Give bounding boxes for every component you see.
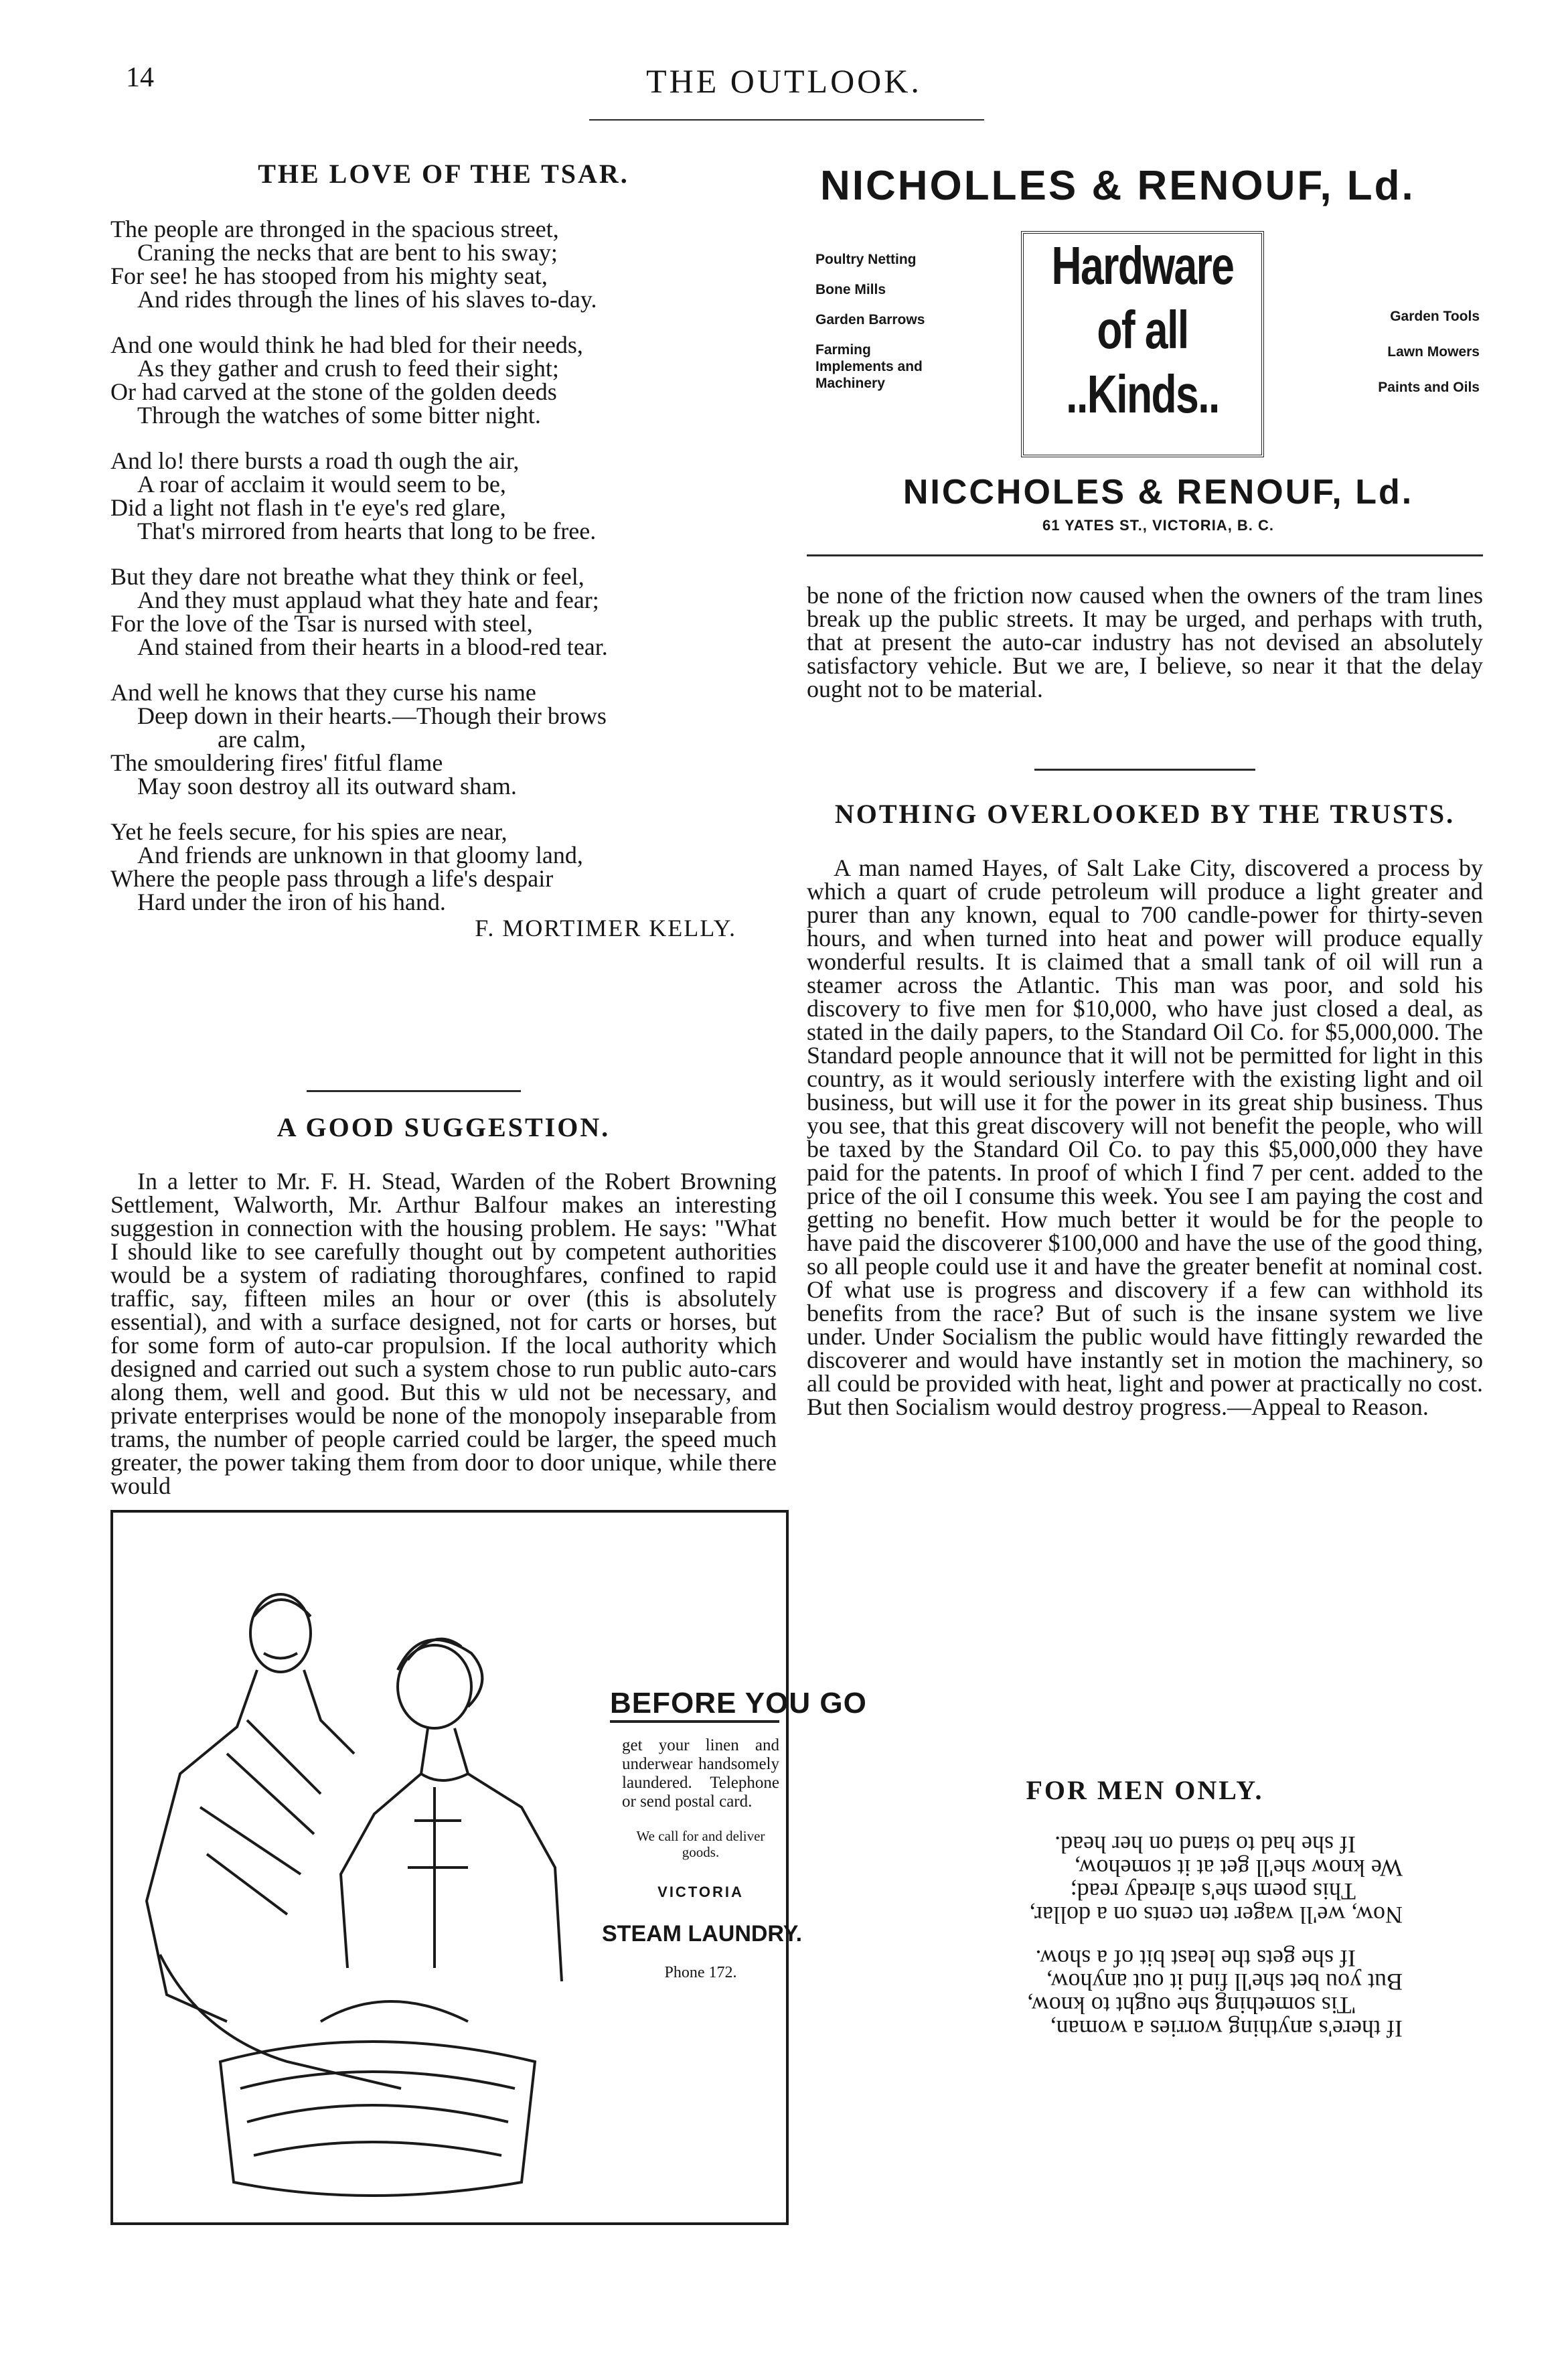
nicholles-ad-address: 61 YATES ST., VICTORIA, B. C. (1042, 517, 1275, 534)
men-only-section (807, 1774, 1483, 2040)
men-only-title: FOR MEN ONLY. (1026, 1775, 1264, 1805)
poem-stanza-2 (110, 333, 777, 427)
poem-line: The smouldering fires' fitful flame (110, 749, 443, 776)
trusts-text: A man named Hayes, of Salt Lake City, discovered a process by which a quart of crude petroleum will produce a light greater and purer than any known, equal to 700 candle-power for thirty-seven hours, and when turned into heat and power will produce equally wonderful results. It is claimed that a small tank of oil will run a steamer across the Atlantic. This man was poor, and sold his discovery to five men for $10,000, who have just closed a deal, as stated in the daily papers, to the Standard Oil Co. for $5,000,000. The Standard people announce that it will not be permitted for light in this country, as it would seriously interfere with the existing light and oil business, but will use it for the power in its great ship business. Thus you see, that this great discovery will not benefit the people, who will be taxed by the Standard Oil Co. to pay this $5,000,000 they have paid for the patents. In proof of which I find 7 per cent. added to the price of the oil I consume this week. You see I am paying the cost and getting no benefit. How much better it would be for the people to have paid the discoverer $100,000 and have the use of the good thing, so all people could use it and have the greater benefit at nominal cost. Of what use is progress and discovery if a few can withhold its benefits from the race? But of such is the insane system we live under. Under Socialism the public would have fittingly rewarded the discoverer and would have instantly set in motion the machinery, so all could be provided with heat, light and power at practically no cost. But then Socialism would destroy progress.—Appeal to Reason. (807, 854, 1483, 1420)
poem-line: are calm, (218, 726, 306, 753)
section-rule (307, 1090, 521, 1092)
verse-line: 'Tis something she ought to know, (1027, 1992, 1356, 2019)
poem-line: Or had carved at the stone of the golden deeds (110, 378, 557, 405)
poem-line: Hard under the iron of his hand. (137, 889, 446, 915)
poem-line: And friends are unknown in that gloomy land, (137, 842, 583, 868)
poem-line: The people are thronged in the spacious street, (110, 216, 559, 242)
poem-line: And rides through the lines of his slaves to-day. (137, 286, 597, 313)
suggestion-continuation (807, 584, 1483, 701)
poem-line: For see! he has stooped from his mighty seat, (110, 262, 548, 289)
nicholles-ad-title: NICHOLLES & RENOUF, Ld. (820, 163, 1415, 209)
poem-line: A roar of acclaim it would seem to be, (137, 471, 506, 498)
verse-line: We know she'll get at it somehow, (1074, 1855, 1403, 1882)
poem-stanza-1 (110, 218, 777, 311)
nicholles-right-list (1326, 308, 1480, 414)
poem-line: And lo! there bursts a road th ough the air, (110, 447, 520, 474)
laundry-phone: Phone 172. (664, 1964, 737, 1981)
poem-author: F. MORTIMER KELLY. (475, 915, 736, 941)
poem-line: Yet he feels secure, for his spies are near, (110, 818, 507, 845)
upside-down-verse (807, 1833, 1483, 2040)
poem-title: THE LOVE OF THE TSAR. (258, 159, 629, 189)
hardware-line: Hardware (1051, 236, 1234, 295)
poem-line: And they must applaud what they hate and fear; (137, 587, 599, 613)
laundry-copy (602, 1687, 867, 1982)
suggestion-section (110, 1112, 777, 1498)
laundry-headline: BEFORE YOU GO (610, 1687, 779, 1723)
page-number: 14 (126, 62, 154, 93)
running-head: THE OUTLOOK. (646, 62, 922, 100)
section-rule (1034, 769, 1255, 771)
nicholles-left-list (815, 251, 976, 405)
poem-stanza-3 (110, 449, 777, 543)
suggestion-text: In a letter to Mr. F. H. Stead, Warden of the Robert Browning Settlement, Walworth, Mr. Arthur Balfour makes an interesting suggestion in connection with the housing problem. He says: "What I should like to see carefully thought out by competent authorities would be a system of radiating thoroughfares, confined to rapid traffic, say, fifteen miles an hour or over (this is absolutely essential), and with a surface designed, not for carts or horses, but for some form of auto-car propulsion. If the local authority which designed and carried out such a system chose to run public auto-cars along them, well and good. But this w uld not be necessary, and private enterprises would be none of the monopoly inseparable from trams, the number of people carried could be larger, the speed much greater, the power taking them from door to door unique, while there would (110, 1168, 777, 1499)
poem-line: Craning the necks that are bent to his sway; (137, 239, 558, 266)
trusts-title: NOTHING OVERLOOKED BY THE TRUSTS. (834, 799, 1456, 829)
poem-line: Through the watches of some bitter night. (137, 402, 541, 429)
poem-line: And well he knows that they curse his name (110, 679, 536, 706)
laundry-delivery: We call for and deliver goods. (636, 1828, 765, 1860)
poem-stanza-4 (110, 565, 777, 659)
suggestion-continued-text: be none of the friction now caused when the owners of the tram lines break up the public streets. It may be urged, and perhaps with truth, that at present the auto-car industry has not devised an absolutely satisfactory vehicle. But we are, I believe, so near it that the delay ought not to be material. (807, 582, 1483, 702)
nicholles-item: Poultry Netting (815, 252, 917, 267)
laundry-body: get your linen and underwear handsomely laundered. Telephone or send postal card. (622, 1736, 779, 1811)
nicholles-item: Lawn Mowers (1387, 344, 1480, 360)
laundry-city: VICTORIA (657, 1884, 744, 1900)
poem-stanza-6 (110, 820, 777, 914)
poem-line: As they gather and crush to feed their sight; (137, 355, 559, 382)
poem-line: Deep down in their hearts.—Though their brows (137, 702, 607, 729)
poem-line: May soon destroy all its outward sham. (137, 773, 517, 799)
hardware-line: of all (1097, 300, 1188, 360)
poem-section (110, 158, 777, 942)
verse-line: But you bet she'll find it out anyhow, (1046, 1969, 1403, 1995)
poem-line: That's mirrored from hearts that long to be free. (137, 518, 597, 544)
poem-stanza-5 (110, 681, 777, 798)
couple-illustration (120, 1553, 602, 2212)
nicholles-item: Garden Barrows (815, 312, 925, 327)
poem-line: For the love of the Tsar is nursed with steel, (110, 610, 533, 637)
poem-line: And stained from their hearts in a blood-red tear. (137, 633, 608, 660)
verse-line: This poem she's already read; (1070, 1878, 1356, 1905)
trusts-section (807, 798, 1483, 1419)
poem-line: But they dare not breathe what they think or feel, (110, 563, 584, 590)
verse-line: If she had to stand on her head. (1054, 1831, 1356, 1858)
poem-line: And one would think he had bled for their needs, (110, 331, 583, 358)
poem-line: Did a light not flash in t'e eye's red glare, (110, 494, 506, 521)
hardware-box (1021, 231, 1264, 457)
header-rule (589, 119, 984, 121)
nicholles-item: Farming Implements and Machinery (815, 342, 923, 391)
ad-rule (807, 554, 1483, 556)
nicholles-ad-name: NICCHOLES & RENOUF, Ld. (903, 473, 1414, 512)
verse-line: If there's anything worries a woman, (1050, 2015, 1403, 2042)
verse-line: Now, we'll wager ten cents on a dollar, (1029, 1902, 1403, 1928)
laundry-advertisement (110, 1510, 867, 2225)
nicholles-item: Garden Tools (1390, 309, 1480, 324)
nicholles-item: Bone Mills (815, 282, 886, 297)
poem-body (110, 218, 777, 914)
hardware-line: ..Kinds.. (1066, 364, 1219, 424)
nicholles-item: Paints and Oils (1378, 380, 1480, 395)
suggestion-title: A GOOD SUGGESTION. (277, 1112, 611, 1142)
poem-line: Where the people pass through a life's despair (110, 865, 554, 892)
laundry-name: STEAM LAUNDRY. (602, 1921, 803, 1947)
verse-line: If she gets the least bit of a show. (1035, 1945, 1356, 1972)
